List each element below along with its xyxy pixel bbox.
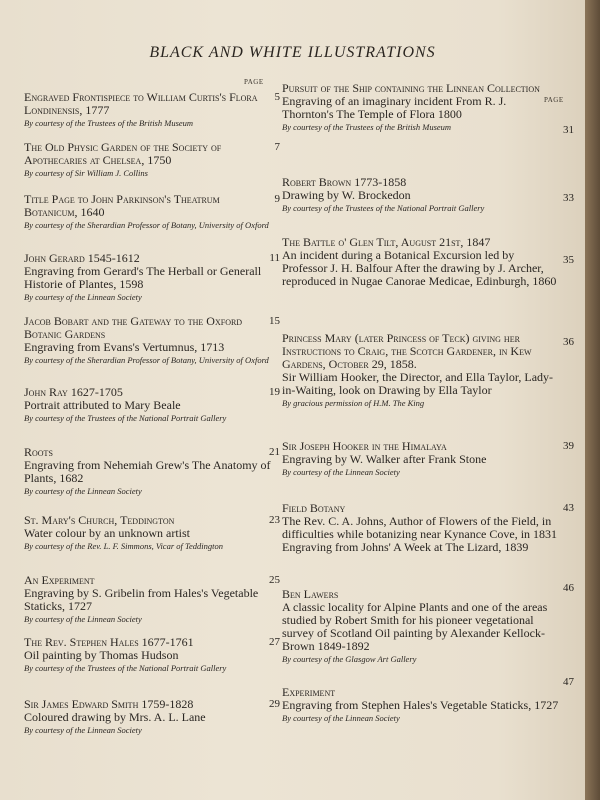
entry-description: The Rev. C. A. Johns, Author of Flowers of the Field, in difficulties while botanizing near Kynance Cove, in 1831 Engraving from Johns' A Week at The Lizard, 1839: [282, 514, 558, 554]
entry-credit: By gracious permission of H.M. The King: [282, 398, 425, 408]
page-title: BLACK AND WHITE ILLUSTRATIONS: [149, 44, 436, 61]
illustration-entry: [282, 235, 574, 288]
entry-heading: The Rev. Stephen Hales 1677-1761: [24, 635, 194, 649]
entry-heading: Robert Brown 1773-1858: [282, 175, 407, 189]
entry-heading: Field Botany: [282, 501, 346, 515]
page-number: 27: [269, 636, 280, 648]
entry-description: Engraving from Stephen Hales's Vegetable Staticks, 1727: [282, 698, 559, 712]
illustration-entry: [24, 251, 280, 302]
page-number: 5: [274, 91, 280, 103]
entry-heading: Sir James Edward Smith 1759-1828: [24, 697, 194, 711]
entry-heading: Title Page to John Parkinson's Theatrum Botanicum, 1640: [24, 192, 220, 219]
illustration-entry: [24, 385, 280, 423]
illustration-entry: [282, 501, 574, 554]
entry-credit: By courtesy of the Trustees of the National Portrait Gallery: [24, 663, 227, 673]
entry-heading: Princess Mary (later Princess of Teck) giving her Instructions to Craig, the Scotch Gardener, in Kew Gardens, October 29, 1858.: [282, 331, 532, 371]
page-number: 36: [563, 336, 574, 348]
illustration-entry: [282, 439, 574, 477]
entry-credit: By courtesy of the Sherardian Professor of Botany, University of Oxford: [24, 220, 269, 230]
entry-heading: Roots: [24, 445, 53, 459]
entry-credit: By courtesy of Sir William J. Collins: [24, 168, 148, 178]
page-number: 21: [269, 446, 280, 458]
illustration-entry: [282, 331, 574, 408]
entry-heading: Sir Joseph Hooker in the Himalaya: [282, 439, 447, 453]
entry-credit: By courtesy of the Linnean Society: [24, 292, 142, 302]
entry-heading: Experiment: [282, 685, 336, 699]
page-number: 35: [563, 254, 574, 266]
entry-heading: John Ray 1627-1705: [24, 385, 123, 399]
entry-heading: Pursuit of the Ship containing the Linnean Collection: [282, 81, 540, 95]
entry-heading: Ben Lawers: [282, 587, 339, 601]
entry-description: Engraving by W. Walker after Frank Stone: [282, 452, 487, 466]
illustration-entry: [282, 175, 574, 213]
entry-heading: An Experiment: [24, 573, 95, 587]
entry-description: Oil painting by Thomas Hudson: [24, 648, 179, 662]
illustration-entry: [282, 676, 574, 723]
entry-credit: By courtesy of the Glasgow Art Gallery: [282, 654, 417, 664]
entry-credit: By courtesy of the Linnean Society: [24, 725, 142, 735]
illustration-entry: [282, 582, 574, 664]
entry-credit: By courtesy of the Rev. L. F. Simmons, Vicar of Teddington: [24, 541, 223, 551]
entry-credit: By courtesy of the Trustees of the National Portrait Gallery: [24, 413, 227, 423]
entry-description: Sir William Hooker, the Director, and Ella Taylor, Lady-in-Waiting, look on Drawing by Ella Taylor: [282, 370, 554, 397]
entry-credit: By courtesy of the Trustees of the British Museum: [24, 118, 194, 128]
page-number: 11: [269, 252, 280, 264]
illustration-entry: [24, 140, 280, 178]
entry-credit: By courtesy of the Trustees of the British Museum: [282, 122, 452, 132]
entry-description: Engraving of an imaginary incident From R. J. Thornton's The Temple of Flora 1800: [282, 94, 507, 121]
entry-description: An incident during a Botanical Excursion led by Professor J. H. Balfour After the drawing by J. Archer, reproduced in Nugae Canorae Medicae, Edinburgh, 1860: [282, 248, 557, 288]
entry-credit: By courtesy of the Linnean Society: [282, 467, 400, 477]
page-number: 31: [563, 124, 574, 136]
page-number: 9: [274, 193, 280, 205]
illustration-entry: [24, 573, 280, 624]
illustration-entry: [24, 697, 280, 735]
entry-heading: Jacob Bobart and the Gateway to the Oxford Botanic Gardens: [24, 314, 243, 341]
entry-credit: By courtesy of the Linnean Society: [282, 713, 400, 723]
illustration-entry: [24, 192, 280, 230]
page-column-header: PAGE: [544, 96, 564, 104]
entry-heading: The Battle o' Glen Tilt, August 21st, 1847: [282, 235, 491, 249]
entry-description: Drawing by W. Brockedon: [282, 188, 411, 202]
book-edge: [585, 0, 600, 800]
page-number: 33: [563, 192, 574, 204]
entry-credit: By courtesy of the Linnean Society: [24, 614, 142, 624]
entry-description: Engraving by S. Gribelin from Hales's Vegetable Staticks, 1727: [24, 586, 259, 613]
entry-heading: John Gerard 1545-1612: [24, 251, 140, 265]
entry-description: Engraving from Nehemiah Grew's The Anatomy of Plants, 1682: [24, 458, 271, 485]
illustration-entry: [282, 81, 574, 136]
entry-heading: Engraved Frontispiece to William Curtis's Flora Londinensis, 1777: [24, 90, 258, 117]
illustration-entry: [24, 445, 280, 496]
page-number: 47: [563, 676, 574, 688]
page-number: 23: [269, 514, 280, 526]
illustration-entry: [24, 90, 280, 128]
page-number: 19: [269, 386, 280, 398]
entry-description: Coloured drawing by Mrs. A. L. Lane: [24, 710, 206, 724]
entry-heading: The Old Physic Garden of the Society of Apothecaries at Chelsea, 1750: [24, 140, 222, 167]
entry-description: Portrait attributed to Mary Beale: [24, 398, 181, 412]
illustration-entry: [24, 513, 280, 551]
page-number: 7: [274, 141, 280, 153]
entry-description: Engraving from Evans's Vertumnus, 1713: [24, 340, 225, 354]
entry-description: Water colour by an unknown artist: [24, 526, 190, 540]
illustration-entry: [24, 635, 280, 673]
entry-description: Engraving from Gerard's The Herball or Generall Historie of Plantes, 1598: [24, 264, 262, 291]
page-number: 29: [269, 698, 280, 710]
entry-credit: By courtesy of the Trustees of the National Portrait Gallery: [282, 203, 485, 213]
page-number: 43: [563, 502, 574, 514]
illustration-entry: [24, 314, 280, 365]
page-column-header: PAGE: [244, 78, 264, 86]
page-number: 46: [563, 582, 574, 594]
entry-heading: St. Mary's Church, Teddington: [24, 513, 175, 527]
entry-credit: By courtesy of the Sherardian Professor of Botany, University of Oxford: [24, 355, 269, 365]
page-number: 15: [269, 315, 280, 327]
entry-credit: By courtesy of the Linnean Society: [24, 486, 142, 496]
entry-description: A classic locality for Alpine Plants and one of the areas studied by Robert Smith for his pioneer vegetational survey of Scotland Oil painting by Alexander Kellock-Brown 1849-1892: [282, 600, 548, 653]
page-number: 25: [269, 574, 280, 586]
page-number: 39: [563, 440, 574, 452]
